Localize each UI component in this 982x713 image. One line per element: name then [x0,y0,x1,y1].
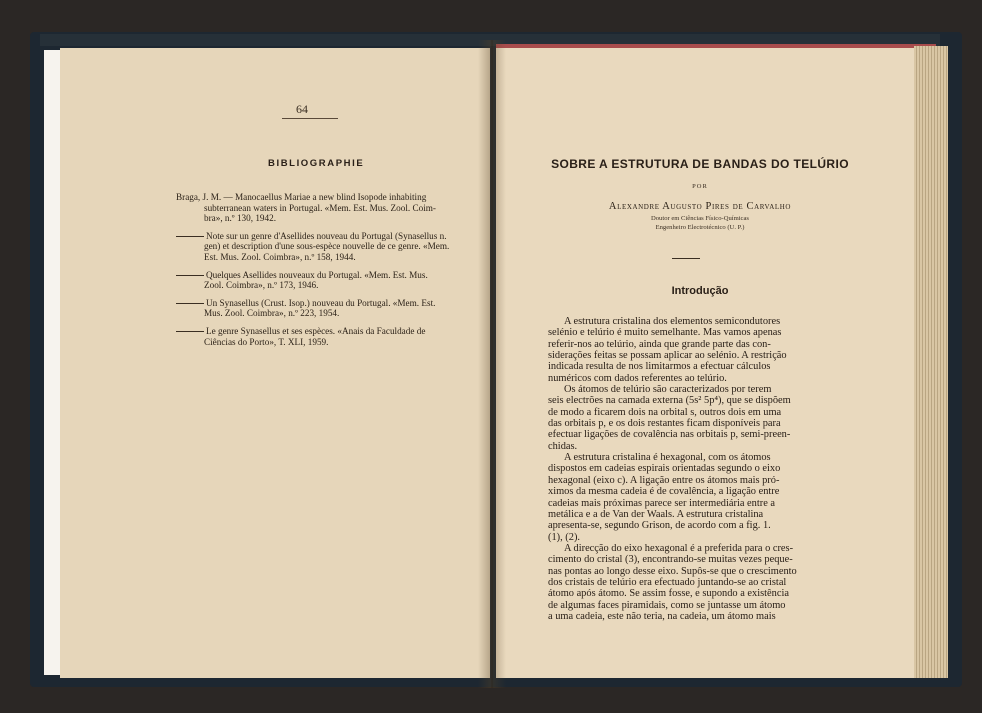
text-line: nas pontas ao longo desse eixo. Supôs-se que o crescimento [548,565,797,577]
left-page [60,48,490,678]
text-line: átomo após átomo. Se assim fosse, e supondo a existência [548,588,789,600]
text-line: cadeias mais próximas parece ser intermediária entre a [548,497,776,509]
bib-line-wrap [176,298,451,309]
text-line: siderações feitas se possam aplicar ao selénio. A restrição [548,350,787,362]
page-number: 64 [296,102,308,116]
text-line: numéricos com dados referentes ao telúrio. [548,372,727,384]
text-line: dispostos em cadeias espirais orientadas segundo o eixo [548,463,781,475]
text-line: A estrutura cristalina dos elementos semicondutores [564,316,781,327]
bib-line-wrap [176,231,451,242]
affiliation-line: Doutor em Ciências Físico-Químicas [651,215,749,222]
paragraph [548,543,823,622]
bib-line-wrap [176,326,451,337]
text-line: seis electrões na camada externa (5s² 5p⁴), que se dispõem [548,395,791,407]
bib-line: Note sur un genre d'Asellides nouveau du Portugal (Synasellus n. [206,230,447,241]
bib-line: Quelques Asellides nouveaux du Portugal. «Mem. Est. Mus. [206,269,428,280]
text-line: das orbitais p, e os dois restantes ficam disponíveis para [548,418,781,430]
bibliography-entry [176,298,451,319]
bib-line: subterranean waters in Portugal. «Mem. Est. Mus. Zool. Coim- [204,202,436,213]
bib-line: Braga, J. M. — Manocaellus Mariae a new blind Isopode inhabiting [176,192,427,202]
text-line: ximos da mesma cadeia é de covalência, a ligação entre [548,486,780,498]
text-line: A direcção do eixo hexagonal é a preferida para o cres- [564,542,794,554]
bib-line: Mus. Zool. Coimbra», n.º 223, 1954. [204,308,340,319]
text-line: A estrutura cristalina é hexagonal, com os átomos [564,452,771,464]
right-page-edges [914,46,948,678]
affiliation-line: Engenheiro Electrotécnico (U. P.) [655,223,745,231]
ditto-dash [176,236,204,237]
bib-line: Est. Mus. Zool. Coimbra», n.º 158, 1944. [204,251,356,262]
bibliography-entry [176,326,451,347]
ditto-dash [176,275,204,276]
article-title: SOBRE A ESTRUTURA DE BANDAS DO TELÚRIO [551,157,849,171]
bib-line: bra», n.º 130, 1942. [204,213,277,224]
title-rule [672,258,700,259]
text-line: a uma cadeia, este não teria, na cadeia, um átomo mais [548,610,776,622]
text-line: (1), (2). [548,531,581,543]
bibliography-entry [176,231,451,263]
text-line: referir-nos ao telúrio, ainda que grande parte das con- [548,338,771,350]
text-line: cimento do cristal (3), encontrando-se muitas vezes peque- [548,554,793,566]
bibliography-list [176,192,451,354]
section-heading: Introdução [671,285,729,297]
ditto-dash [176,303,204,304]
article-by: POR [692,183,708,190]
bib-line: gen) et description d'une sous-espèce nouvelle de ce genre. «Mem. [204,241,450,252]
text-line: chidas. [548,440,578,452]
article-author: Alexandre Augusto Pires de Carvalho [608,201,792,212]
text-line: efectuar ligações de covalência nas orbitais p, semi-preen- [548,429,791,441]
author-affiliation [560,215,840,232]
right-page-top-edge [496,44,936,48]
text-line: dos cristais de telúrio era efectuado juntando-se ao cristal [548,576,787,588]
paragraph [548,316,823,384]
bibliography-entry [176,192,451,224]
text-line: selénio e telúrio é muito semelhante. Mas vamos apenas [548,327,782,339]
bib-line: Le genre Synasellus et ses espèces. «Anais da Faculdade de [206,325,426,336]
paragraph [548,384,823,452]
bibliography-heading: BIBLIOGRAPHIE [268,158,365,169]
paragraph [548,452,823,543]
article-body [548,316,823,622]
bib-line-wrap [176,270,451,281]
text-line: apresenta-se, segundo Grison, de acordo com a fig. 1. [548,520,771,532]
text-line: de algumas faces piramidais, como se juntasse um átomo [548,599,786,611]
bibliography-entry [176,270,451,291]
bib-line: Un Synasellus (Crust. Isop.) nouveau du Portugal. «Mem. Est. [206,297,436,308]
bib-line: Zool. Coimbra», n.º 173, 1946. [204,280,319,291]
text-line: indicada resulta de nos limitarmos a efectuar cálculos [548,361,771,373]
text-line: Os átomos de telúrio são caracterizados por terem [564,384,772,396]
text-line: metálica e a de Van der Waals. A estrutura cristalina [548,508,764,520]
ditto-dash [176,331,204,332]
page-number-rule [282,118,338,119]
text-line: de modo a ficarem dois na orbital s, outros dois em uma [548,406,782,418]
text-line: hexagonal (eixo c). A ligação entre os átomos mais pró- [548,474,780,486]
book-gutter [478,40,506,688]
bib-line: Ciências do Porto», T. XLI, 1959. [204,336,329,347]
